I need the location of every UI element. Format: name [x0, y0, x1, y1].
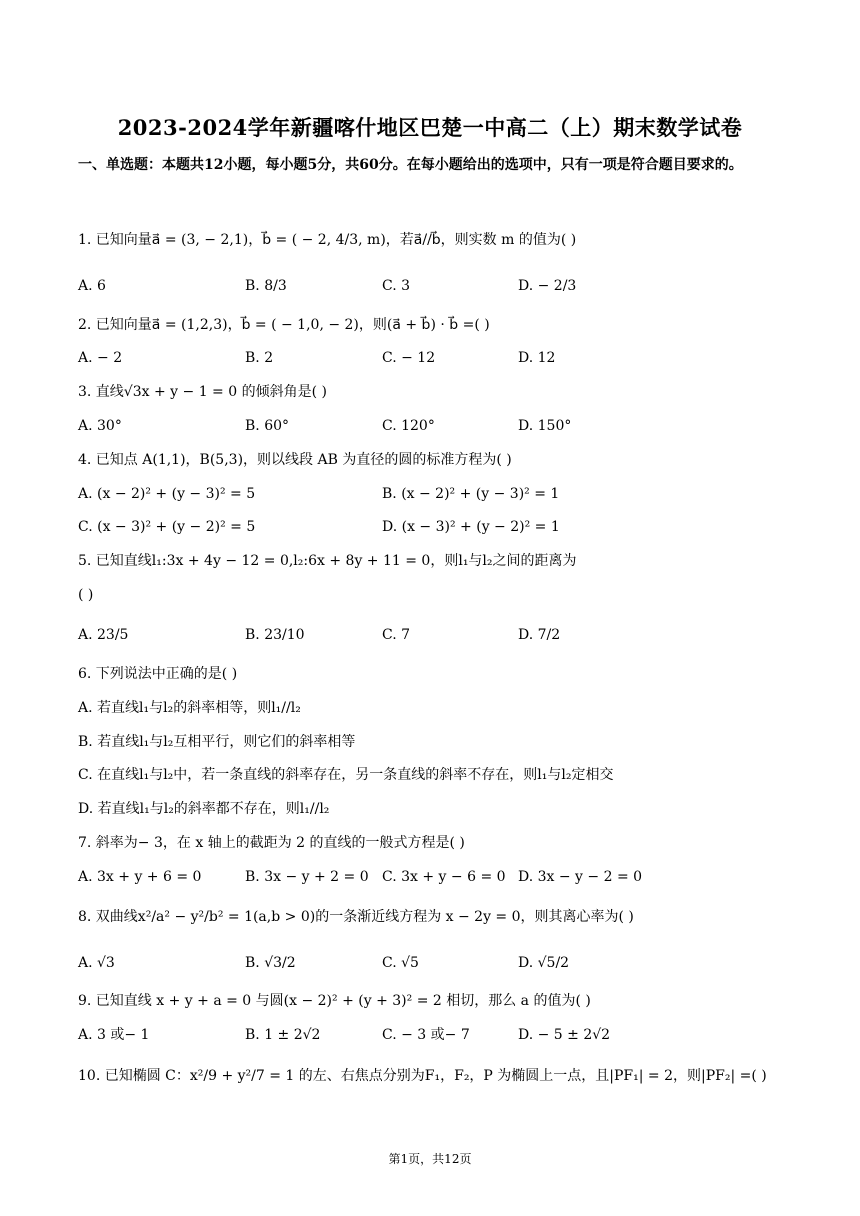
- question-6-option-b: B. 若直线l₁与l₂互相平行，则它们的斜率相等: [78, 734, 356, 750]
- question-3-option-c: C. 120°: [382, 418, 435, 434]
- section-heading: 一、单选题：本题共12小题，每小题5分，共60分。在每小题给出的选项中，只有一项是符合题目要求的。: [78, 157, 743, 173]
- question-1-option-a: A. 6: [78, 278, 106, 294]
- question-9-option-a: A. 3 或− 1: [78, 1027, 150, 1043]
- question-7-option-b: B. 3x − y + 2 = 0: [245, 869, 369, 885]
- question-2-stem: 2. 已知向量a⃗ = (1,2,3)，b⃗ = ( − 1,0, − 2)，则(a⃗ + b⃗) · b⃗ =( ): [78, 317, 490, 333]
- question-1-option-c: C. 3: [382, 278, 411, 294]
- question-1-stem: 1. 已知向量a⃗ = (3, − 2,1)，b⃗ = ( − 2, 4/3, m)，若a⃗//b⃗，则实数 m 的值为( ): [78, 232, 577, 248]
- question-10-stem: 10. 已知椭圆 C：x²/9 + y²/7 = 1 的左、右焦点分别为F₁，F₂，P 为椭圆上一点，且|PF₁| = 2，则|PF₂| =( ): [78, 1068, 767, 1084]
- question-5-option-a: A. 23/5: [78, 627, 129, 643]
- question-5-stem-continued: ( ): [78, 587, 94, 603]
- question-4-option-a: A. (x − 2)² + (y − 3)² = 5: [78, 486, 256, 502]
- question-5-option-c: C. 7: [382, 627, 411, 643]
- question-7-option-c: C. 3x + y − 6 = 0: [382, 869, 506, 885]
- question-2-option-a: A. − 2: [78, 350, 123, 366]
- question-1-option-b: B. 8/3: [245, 278, 287, 294]
- question-8-option-c: C. √5: [382, 955, 419, 971]
- question-5-option-b: B. 23/10: [245, 627, 305, 643]
- question-5-option-d: D. 7/2: [518, 627, 561, 643]
- page-title: 2023-2024学年新疆喀什地区巴楚一中高二（上）期末数学试卷: [117, 115, 743, 140]
- question-7-stem: 7. 斜率为− 3，在 x 轴上的截距为 2 的直线的一般式方程是( ): [78, 835, 465, 851]
- question-3-option-d: D. 150°: [518, 418, 572, 434]
- question-8-option-a: A. √3: [78, 955, 115, 971]
- question-9-stem: 9. 已知直线 x + y + a = 0 与圆(x − 2)² + (y + 3)² = 2 相切，那么 a 的值为( ): [78, 993, 591, 1009]
- question-4-option-b: B. (x − 2)² + (y − 3)² = 1: [382, 486, 560, 502]
- question-9-option-d: D. − 5 ± 2√2: [518, 1027, 611, 1043]
- question-8-option-b: B. √3/2: [245, 955, 296, 971]
- question-7-option-a: A. 3x + y + 6 = 0: [78, 869, 202, 885]
- question-6-stem: 6. 下列说法中正确的是( ): [78, 666, 238, 682]
- question-2-option-c: C. − 12: [382, 350, 436, 366]
- question-5-stem: 5. 已知直线l₁:3x + 4y − 12 = 0,l₂:6x + 8y + 11 = 0，则l₁与l₂之间的距离为: [78, 553, 577, 569]
- question-9-option-c: C. − 3 或− 7: [382, 1027, 470, 1043]
- question-2-option-d: D. 12: [518, 350, 556, 366]
- question-3-option-a: A. 30°: [78, 418, 122, 434]
- question-8-option-d: D. √5/2: [518, 955, 570, 971]
- question-4-option-c: C. (x − 3)² + (y − 2)² = 5: [78, 519, 256, 535]
- question-3-option-b: B. 60°: [245, 418, 290, 434]
- page-footer: 第1页，共12页: [388, 1152, 472, 1166]
- question-4-option-d: D. (x − 3)² + (y − 2)² = 1: [382, 519, 560, 535]
- question-7-option-d: D. 3x − y − 2 = 0: [518, 869, 643, 885]
- question-6-option-a: A. 若直线l₁与l₂的斜率相等，则l₁//l₂: [78, 700, 301, 716]
- question-8-stem: 8. 双曲线x²/a² − y²/b² = 1(a,b > 0)的一条渐近线方程为 x − 2y = 0，则其离心率为( ): [78, 909, 634, 925]
- question-6-option-d: D. 若直线l₁与l₂的斜率都不存在，则l₁//l₂: [78, 801, 330, 817]
- question-4-stem: 4. 已知点 A(1,1)，B(5,3)，则以线段 AB 为直径的圆的标准方程为( ): [78, 452, 512, 468]
- question-1-option-d: D. − 2/3: [518, 278, 577, 294]
- question-2-option-b: B. 2: [245, 350, 274, 366]
- question-6-option-c: C. 在直线l₁与l₂中，若一条直线的斜率存在，另一条直线的斜率不存在，则l₁与l₂定相交: [78, 767, 614, 783]
- question-9-option-b: B. 1 ± 2√2: [245, 1027, 321, 1043]
- question-3-stem: 3. 直线√3x + y − 1 = 0 的倾斜角是( ): [78, 384, 327, 400]
